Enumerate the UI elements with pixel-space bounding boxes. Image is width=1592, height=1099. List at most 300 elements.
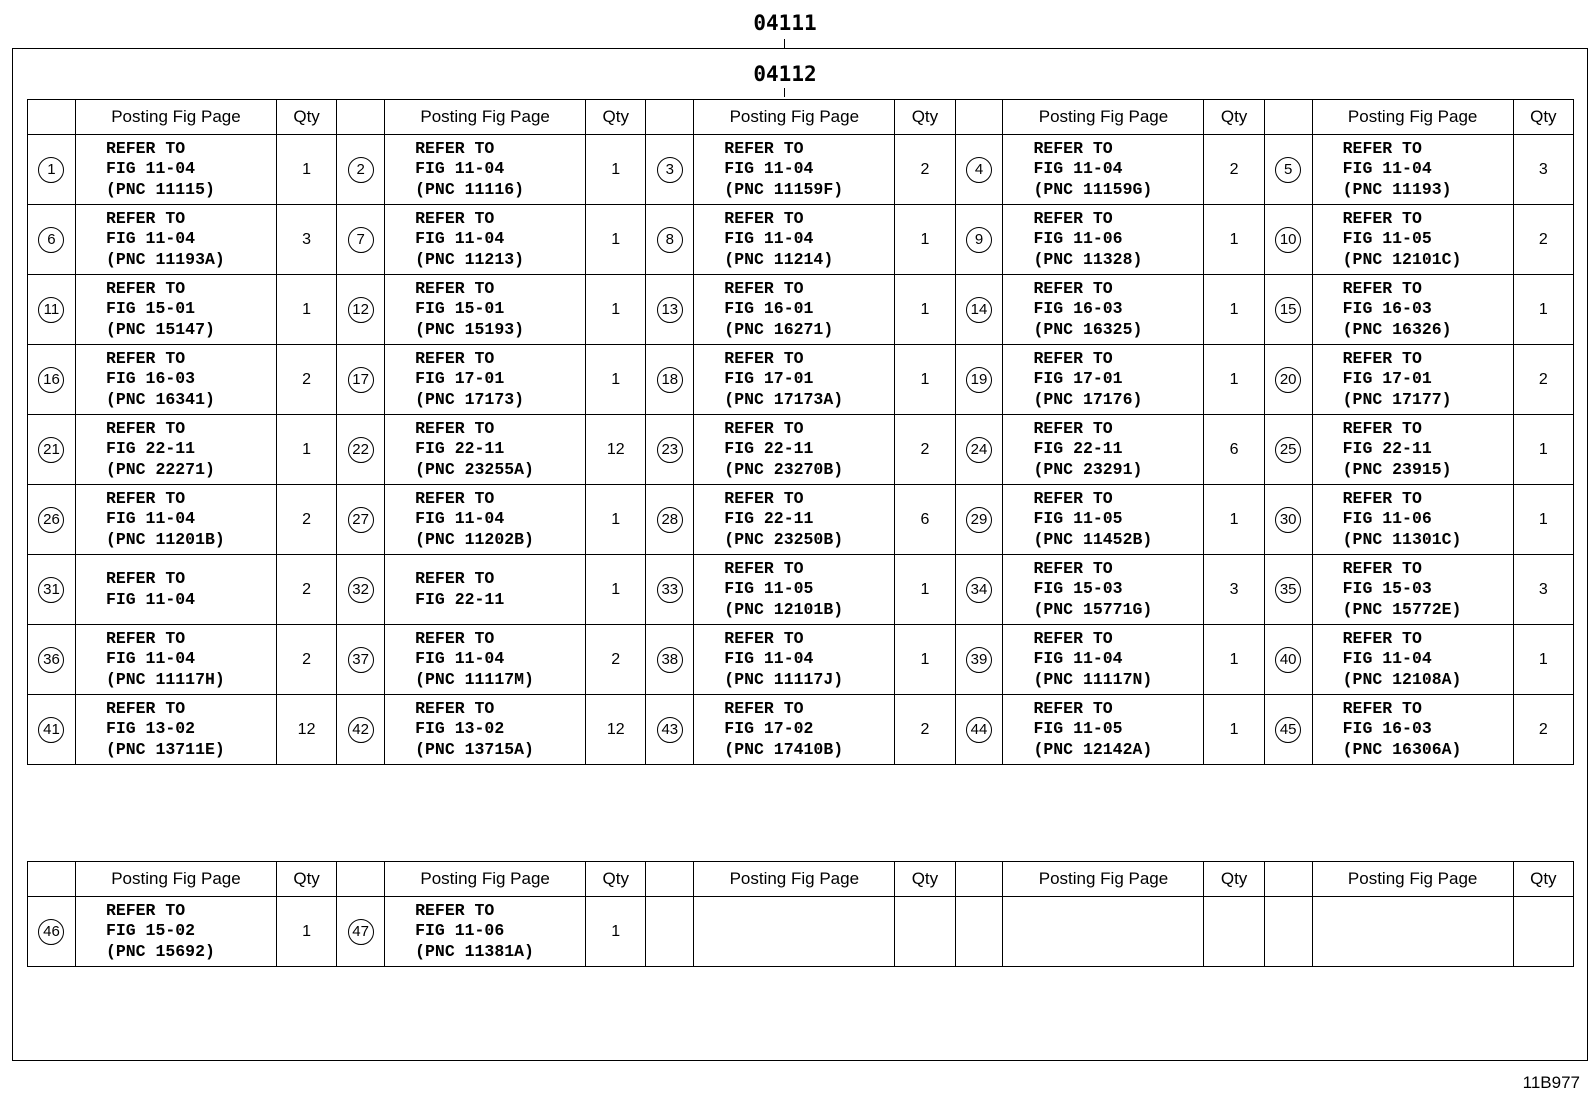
item-number-badge: 30	[1275, 507, 1301, 533]
diagram-code: 11B977	[1522, 1073, 1580, 1092]
item-number-badge: 29	[966, 507, 992, 533]
item-number-cell	[1264, 275, 1312, 345]
header-posting-fig-page: Posting Fig Page	[694, 100, 895, 135]
reference-cell	[75, 695, 276, 765]
header-posting-fig-page: Posting Fig Page	[1312, 862, 1513, 897]
reference-line: (PNC 23255A)	[415, 459, 534, 479]
quantity-cell	[895, 897, 955, 967]
reference-line: (PNC 11159G)	[1033, 179, 1153, 199]
item-number-cell	[646, 555, 694, 625]
reference-line: FIG 16-03	[1342, 719, 1432, 739]
reference-cell	[385, 485, 586, 555]
item-number-badge: 21	[38, 437, 64, 463]
item-number-cell	[955, 205, 1003, 275]
item-number-badge: 36	[38, 647, 64, 673]
reference-line: (PNC 16271)	[724, 319, 834, 339]
item-number-badge: 33	[657, 577, 683, 603]
table-row	[28, 345, 1574, 415]
reference-line: REFER TO	[724, 278, 804, 298]
item-number-badge: 5	[1275, 157, 1301, 183]
reference-line: (PNC 11117H)	[105, 669, 225, 689]
item-number-cell	[337, 205, 385, 275]
reference-cell	[385, 205, 586, 275]
reference-cell	[385, 275, 586, 345]
header-blank	[28, 100, 76, 135]
reference-line: REFER TO	[1342, 488, 1422, 508]
header-blank	[1264, 862, 1312, 897]
quantity-cell: 6	[1204, 415, 1264, 485]
item-number-cell	[955, 485, 1003, 555]
reference-cell	[694, 485, 895, 555]
reference-line: (PNC 12142A)	[1033, 739, 1153, 759]
quantity-cell: 1	[1204, 695, 1264, 765]
item-number-cell	[28, 485, 76, 555]
reference-line: (PNC 17176)	[1033, 389, 1143, 409]
reference-line: REFER TO	[1033, 628, 1113, 648]
inner-code: 04112	[753, 62, 817, 86]
item-number-badge: 43	[657, 717, 683, 743]
reference-line: REFER TO	[415, 628, 495, 648]
quantity-cell: 1	[586, 555, 646, 625]
quantity-cell: 12	[276, 695, 336, 765]
reference-line: (PNC 11193)	[1342, 179, 1452, 199]
reference-line: FIG 11-06	[1342, 509, 1432, 529]
item-number-cell	[646, 205, 694, 275]
item-number-badge: 2	[348, 157, 374, 183]
reference-line: REFER TO	[105, 348, 186, 368]
quantity-cell: 1	[586, 275, 646, 345]
table-row	[28, 485, 1574, 555]
reference-line: REFER TO	[1033, 208, 1113, 228]
item-number-cell	[28, 695, 76, 765]
reference-line: FIG 11-06	[415, 921, 505, 941]
item-number-cell	[337, 345, 385, 415]
quantity-cell: 1	[276, 897, 336, 967]
item-number-badge: 19	[966, 367, 992, 393]
item-number-badge: 1	[38, 157, 64, 183]
reference-line: FIG 11-04	[724, 649, 814, 669]
reference-line: (PNC 11116)	[415, 179, 525, 199]
reference-cell	[1003, 135, 1204, 205]
item-number-badge: 7	[348, 227, 374, 253]
item-number-badge: 10	[1275, 227, 1301, 253]
reference-cell	[75, 135, 276, 205]
quantity-cell: 1	[1204, 485, 1264, 555]
reference-cell	[385, 345, 586, 415]
reference-line: FIG 22-11	[724, 439, 814, 459]
item-number-cell	[646, 415, 694, 485]
reference-line: FIG 11-05	[1342, 229, 1432, 249]
header-posting-fig-page: Posting Fig Page	[385, 862, 586, 897]
reference-line: (PNC 17173)	[415, 389, 525, 409]
quantity-cell: 2	[1513, 345, 1573, 415]
header-blank	[955, 100, 1003, 135]
item-number-cell	[28, 897, 76, 967]
item-number-cell	[955, 415, 1003, 485]
item-number-badge: 45	[1275, 717, 1301, 743]
reference-line: FIG 11-04	[105, 589, 196, 609]
reference-line: (PNC 11213)	[415, 249, 525, 269]
item-number-cell	[337, 275, 385, 345]
item-number-cell	[337, 625, 385, 695]
reference-cell	[1312, 695, 1513, 765]
reference-cell	[385, 625, 586, 695]
reference-line: REFER TO	[1342, 138, 1422, 158]
reference-cell	[385, 695, 586, 765]
table-row	[28, 205, 1574, 275]
item-number-badge: 13	[657, 297, 683, 323]
table-row	[28, 275, 1574, 345]
reference-line: REFER TO	[724, 348, 804, 368]
reference-line: FIG 15-01	[415, 299, 505, 319]
reference-line: REFER TO	[1033, 278, 1113, 298]
reference-cell	[1312, 415, 1513, 485]
item-number-cell	[337, 897, 385, 967]
reference-line: (PNC 15772E)	[1342, 599, 1462, 619]
table-header-row	[28, 862, 1574, 897]
quantity-cell: 3	[276, 205, 336, 275]
reference-cell	[1003, 625, 1204, 695]
quantity-cell: 3	[1513, 135, 1573, 205]
reference-cell	[75, 485, 276, 555]
quantity-cell: 1	[586, 897, 646, 967]
item-number-badge: 24	[966, 437, 992, 463]
reference-line: REFER TO	[105, 138, 186, 158]
table-row	[28, 135, 1574, 205]
quantity-cell: 2	[276, 345, 336, 415]
table-row	[28, 555, 1574, 625]
item-number-badge: 32	[348, 577, 374, 603]
reference-line: (PNC 23291)	[1033, 459, 1143, 479]
reference-line: (PNC 23270B)	[724, 459, 844, 479]
item-number-cell	[646, 695, 694, 765]
reference-line: FIG 22-11	[1342, 439, 1432, 459]
reference-line: FIG 13-02	[415, 719, 505, 739]
reference-line: FIG 11-04	[415, 229, 505, 249]
header-qty: Qty	[895, 862, 955, 897]
quantity-cell: 2	[895, 415, 955, 485]
reference-cell	[1003, 897, 1204, 967]
quantity-cell: 1	[895, 625, 955, 695]
reference-line: FIG 11-05	[1033, 719, 1123, 739]
reference-cell	[1003, 205, 1204, 275]
item-number-badge: 23	[657, 437, 683, 463]
reference-line: (PNC 17410B)	[724, 739, 844, 759]
reference-line: (PNC 11328)	[1033, 249, 1143, 269]
reference-line: (PNC 11214)	[724, 249, 834, 269]
quantity-cell: 1	[276, 275, 336, 345]
reference-line: (PNC 16326)	[1342, 319, 1452, 339]
item-number-cell	[1264, 415, 1312, 485]
quantity-cell: 2	[276, 625, 336, 695]
reference-line: REFER TO	[724, 698, 804, 718]
reference-cell	[75, 625, 276, 695]
item-number-badge: 34	[966, 577, 992, 603]
item-number-badge: 39	[966, 647, 992, 673]
header-blank	[955, 862, 1003, 897]
item-number-cell	[337, 695, 385, 765]
reference-cell	[1312, 555, 1513, 625]
reference-line: (PNC 23915)	[1342, 459, 1452, 479]
reference-cell	[694, 275, 895, 345]
reference-line: FIG 17-01	[415, 369, 505, 389]
reference-line: REFER TO	[1033, 488, 1113, 508]
quantity-cell: 1	[586, 485, 646, 555]
item-number-badge: 41	[38, 717, 64, 743]
quantity-cell: 12	[586, 695, 646, 765]
reference-cell	[694, 135, 895, 205]
reference-line: (PNC 11115)	[105, 179, 215, 199]
reference-line: FIG 22-11	[1033, 439, 1123, 459]
quantity-cell: 12	[586, 415, 646, 485]
reference-line: (PNC 11117N)	[1033, 669, 1153, 689]
item-number-badge: 46	[38, 919, 64, 945]
item-number-cell	[1264, 205, 1312, 275]
reference-cell	[1312, 897, 1513, 967]
quantity-cell: 2	[276, 485, 336, 555]
reference-cell	[1003, 555, 1204, 625]
reference-line: (PNC 17177)	[1342, 389, 1452, 409]
reference-cell	[1003, 485, 1204, 555]
parts-table-main	[27, 99, 1574, 765]
header-posting-fig-page: Posting Fig Page	[75, 862, 276, 897]
item-number-badge: 47	[348, 919, 374, 945]
reference-line: REFER TO	[724, 418, 804, 438]
item-number-cell	[28, 625, 76, 695]
item-number-badge: 44	[966, 717, 992, 743]
reference-line: FIG 16-03	[1033, 299, 1123, 319]
reference-line: REFER TO	[415, 569, 495, 588]
item-number-cell	[337, 415, 385, 485]
reference-line: (PNC 11201B)	[105, 529, 225, 549]
reference-line: FIG 11-04	[724, 159, 814, 179]
header-posting-fig-page: Posting Fig Page	[1312, 100, 1513, 135]
header-blank	[337, 100, 385, 135]
item-number-badge: 28	[657, 507, 683, 533]
reference-line: (PNC 11193A)	[105, 249, 225, 269]
reference-line: FIG 11-05	[724, 579, 814, 599]
reference-cell	[1003, 345, 1204, 415]
reference-line: FIG 11-06	[1033, 229, 1123, 249]
header-blank	[1264, 100, 1312, 135]
quantity-cell: 1	[586, 345, 646, 415]
parts-table-secondary	[27, 861, 1574, 967]
item-number-badge: 6	[38, 227, 64, 253]
reference-cell	[694, 555, 895, 625]
reference-line: (PNC 15771G)	[1033, 599, 1153, 619]
reference-line: REFER TO	[1342, 418, 1422, 438]
reference-line: REFER TO	[105, 569, 186, 588]
reference-line: (PNC 12101B)	[724, 599, 844, 619]
reference-line: REFER TO	[415, 488, 495, 508]
header-blank	[646, 862, 694, 897]
header-posting-fig-page: Posting Fig Page	[385, 100, 586, 135]
reference-line: FIG 16-03	[1342, 299, 1432, 319]
reference-cell	[385, 555, 586, 625]
reference-line: REFER TO	[1342, 208, 1422, 228]
item-number-badge: 35	[1275, 577, 1301, 603]
reference-cell	[694, 205, 895, 275]
reference-line: FIG 11-04	[724, 229, 814, 249]
quantity-cell: 1	[895, 275, 955, 345]
quantity-cell: 1	[276, 135, 336, 205]
item-number-badge: 16	[38, 367, 64, 393]
reference-line: REFER TO	[1342, 558, 1422, 578]
item-number-cell	[28, 555, 76, 625]
header-blank	[337, 862, 385, 897]
reference-cell	[694, 415, 895, 485]
quantity-cell: 3	[1513, 555, 1573, 625]
reference-line: FIG 11-04	[1342, 649, 1432, 669]
reference-line: (PNC 11381A)	[415, 941, 534, 961]
header-posting-fig-page: Posting Fig Page	[1003, 862, 1204, 897]
item-number-cell	[28, 205, 76, 275]
quantity-cell: 2	[276, 555, 336, 625]
reference-line: REFER TO	[415, 418, 495, 438]
reference-line: FIG 17-01	[1033, 369, 1123, 389]
quantity-cell	[1204, 897, 1264, 967]
reference-line: (PNC 12101C)	[1342, 249, 1462, 269]
item-number-badge: 42	[348, 717, 374, 743]
header-blank	[646, 100, 694, 135]
header-qty: Qty	[1513, 100, 1573, 135]
reference-line: REFER TO	[415, 278, 495, 298]
reference-cell	[694, 345, 895, 415]
quantity-cell: 1	[895, 205, 955, 275]
reference-line: (PNC 23250B)	[724, 529, 844, 549]
reference-line: REFER TO	[1342, 278, 1422, 298]
quantity-cell: 2	[1204, 135, 1264, 205]
reference-line: FIG 13-02	[105, 719, 196, 739]
reference-line: (PNC 11117M)	[415, 669, 534, 689]
reference-line: (PNC 12108A)	[1342, 669, 1462, 689]
reference-line: REFER TO	[105, 418, 186, 438]
header-qty: Qty	[276, 100, 336, 135]
reference-line: (PNC 16341)	[105, 389, 215, 409]
item-number-badge: 40	[1275, 647, 1301, 673]
reference-line: FIG 16-03	[105, 369, 196, 389]
reference-line: FIG 11-04	[105, 509, 196, 529]
reference-line: FIG 22-11	[724, 509, 814, 529]
quantity-cell: 2	[1513, 695, 1573, 765]
reference-line: FIG 11-04	[105, 229, 196, 249]
reference-line: (PNC 16325)	[1033, 319, 1143, 339]
item-number-cell	[337, 485, 385, 555]
item-number-badge: 8	[657, 227, 683, 253]
reference-cell	[1312, 275, 1513, 345]
reference-line: REFER TO	[105, 900, 186, 920]
item-number-cell	[1264, 345, 1312, 415]
top-code-tick	[784, 39, 785, 48]
reference-cell	[1312, 625, 1513, 695]
reference-line: FIG 17-01	[724, 369, 814, 389]
reference-line: FIG 11-04	[1342, 159, 1432, 179]
reference-cell	[1312, 205, 1513, 275]
item-number-cell	[646, 485, 694, 555]
quantity-cell: 1	[1513, 415, 1573, 485]
reference-line: (PNC 11452B)	[1033, 529, 1153, 549]
reference-line: (PNC 13711E)	[105, 739, 225, 759]
item-number-cell	[646, 897, 694, 967]
header-qty: Qty	[1513, 862, 1573, 897]
quantity-cell: 1	[1204, 205, 1264, 275]
item-number-cell	[646, 345, 694, 415]
reference-cell	[385, 897, 586, 967]
quantity-cell: 2	[895, 135, 955, 205]
reference-line: FIG 11-04	[1033, 649, 1123, 669]
item-number-cell	[1264, 625, 1312, 695]
reference-line: FIG 22-11	[105, 439, 196, 459]
reference-line: REFER TO	[1033, 138, 1113, 158]
quantity-cell: 1	[586, 135, 646, 205]
reference-line: REFER TO	[105, 628, 186, 648]
reference-line: REFER TO	[1033, 348, 1113, 368]
reference-line: (PNC 17173A)	[724, 389, 844, 409]
item-number-cell	[955, 275, 1003, 345]
header-qty: Qty	[1204, 100, 1264, 135]
reference-line: FIG 15-03	[1342, 579, 1432, 599]
item-number-cell	[1264, 897, 1312, 967]
item-number-cell	[1264, 555, 1312, 625]
reference-cell	[75, 415, 276, 485]
item-number-cell	[1264, 695, 1312, 765]
item-number-badge: 27	[348, 507, 374, 533]
reference-line: (PNC 13715A)	[415, 739, 534, 759]
reference-cell	[1312, 345, 1513, 415]
reference-line: FIG 15-01	[105, 299, 196, 319]
reference-line: FIG 11-04	[105, 649, 196, 669]
item-number-badge: 4	[966, 157, 992, 183]
quantity-cell: 2	[586, 625, 646, 695]
reference-cell	[694, 695, 895, 765]
item-number-cell	[28, 345, 76, 415]
item-number-badge: 14	[966, 297, 992, 323]
item-number-cell	[646, 275, 694, 345]
quantity-cell: 1	[1204, 275, 1264, 345]
item-number-badge: 3	[657, 157, 683, 183]
reference-line: FIG 11-05	[1033, 509, 1123, 529]
table-row	[28, 897, 1574, 967]
header-qty: Qty	[895, 100, 955, 135]
header-posting-fig-page: Posting Fig Page	[1003, 100, 1204, 135]
reference-line: REFER TO	[724, 138, 804, 158]
reference-line: (PNC 22271)	[105, 459, 215, 479]
reference-line: FIG 15-02	[105, 921, 196, 941]
reference-line: REFER TO	[415, 208, 495, 228]
item-number-badge: 20	[1275, 367, 1301, 393]
item-number-cell	[28, 415, 76, 485]
reference-line: REFER TO	[1033, 698, 1113, 718]
reference-line: (PNC 16306A)	[1342, 739, 1462, 759]
item-number-badge: 9	[966, 227, 992, 253]
quantity-cell: 1	[1513, 625, 1573, 695]
quantity-cell: 6	[895, 485, 955, 555]
item-number-cell	[955, 555, 1003, 625]
reference-line: REFER TO	[724, 628, 804, 648]
header-qty: Qty	[586, 100, 646, 135]
reference-line: FIG 11-04	[415, 509, 505, 529]
reference-line: (PNC 11301C)	[1342, 529, 1462, 549]
item-number-badge: 26	[38, 507, 64, 533]
quantity-cell: 1	[895, 345, 955, 415]
table-header-row	[28, 100, 1574, 135]
reference-line: REFER TO	[415, 900, 495, 920]
quantity-cell: 1	[586, 205, 646, 275]
header-blank	[28, 862, 76, 897]
table-row	[28, 625, 1574, 695]
header-qty: Qty	[276, 862, 336, 897]
reference-line: FIG 17-01	[1342, 369, 1432, 389]
